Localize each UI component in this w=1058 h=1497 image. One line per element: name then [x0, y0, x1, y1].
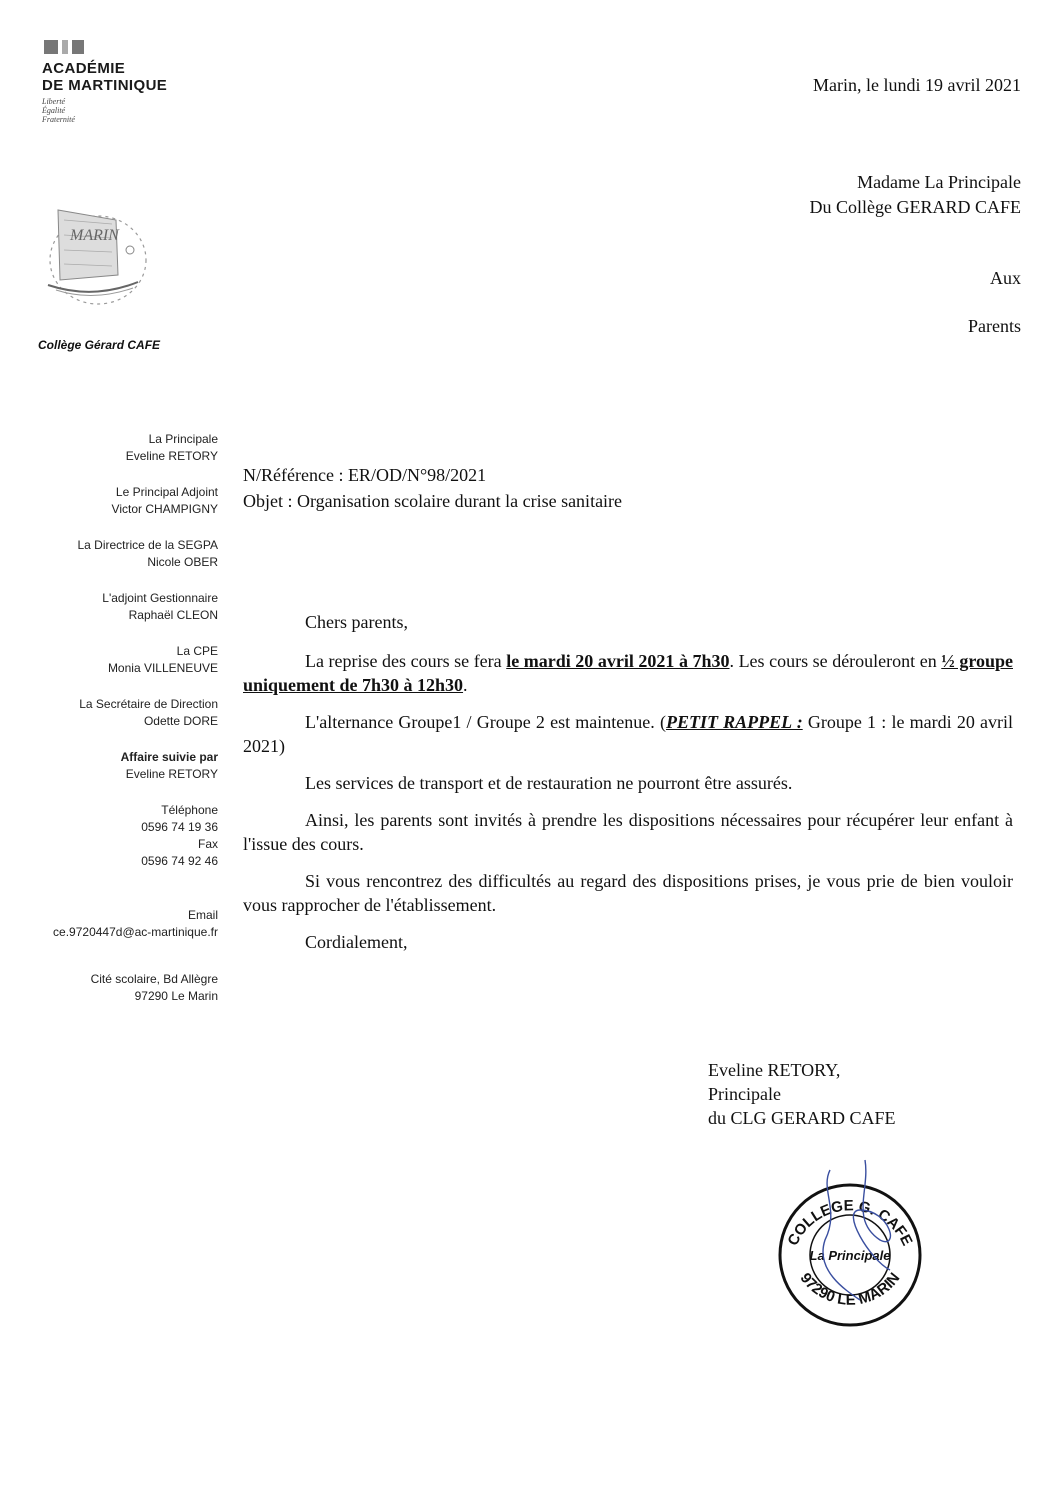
- email-address: ce.9720447d@ac-martinique.fr: [53, 925, 218, 939]
- phone-label: Téléphone: [161, 803, 218, 817]
- staff-principal-adjoint: [0, 484, 218, 518]
- academie-logo: [42, 40, 202, 124]
- affaire-name: Eveline RETORY: [125, 767, 218, 781]
- reference-block: [243, 462, 622, 514]
- contact-address: [0, 971, 218, 1005]
- contact-email: [0, 907, 218, 941]
- college-caption: Collège Gérard CAFE: [38, 338, 161, 352]
- affaire-suivie: [0, 749, 218, 783]
- motto-fraternite: Fraternité: [42, 115, 75, 124]
- stamp-bottom-text: 97290 LE MARIN: [796, 1269, 904, 1309]
- phone-number: 0596 74 19 36: [141, 820, 218, 834]
- letter-paragraph-4: Ainsi, les parents sont invités à prendre les dispositions nécessaires pour récupérer leur enfant à l'issue des cours.: [243, 810, 1013, 854]
- republic-motto: [42, 97, 202, 124]
- college-logo-icon: [38, 200, 153, 310]
- recipient-parents: Parents: [968, 316, 1021, 336]
- letter-paragraph-3: Les services de transport et de restauration ne pourront être assurés.: [305, 773, 793, 793]
- letter-paragraph-1: La reprise des cours se fera le mardi 20 avril 2021 à 7h30. Les cours se dérouleront en ½ groupe uniquement de 7h30 à 12h30.: [243, 651, 1013, 695]
- staff-title: La Directrice de la SEGPA: [77, 538, 218, 552]
- letter-body: [243, 610, 1013, 967]
- fax-label: Fax: [197, 837, 218, 851]
- staff-title: La CPE: [176, 644, 218, 658]
- recipient-aux: Aux: [990, 268, 1021, 288]
- academie-name-line1: ACADÉMIE: [42, 60, 126, 77]
- official-stamp: [770, 1150, 930, 1330]
- signature-block: [708, 1058, 896, 1130]
- address-line1: Cité scolaire, Bd Allègre: [90, 972, 218, 986]
- staff-principale: [0, 431, 218, 465]
- staff-name: Eveline RETORY: [125, 449, 218, 463]
- sender-block: [810, 170, 1022, 220]
- motto-egalite: Égalité: [42, 106, 66, 115]
- staff-segpa: [0, 537, 218, 571]
- fax-number: 0596 74 92 46: [141, 854, 218, 868]
- college-logo-text: MARIN: [70, 227, 119, 244]
- stamp-top-text: COLLEGE G. CAFE: [784, 1197, 916, 1249]
- signature-name: Eveline RETORY,: [708, 1060, 841, 1080]
- affaire-label: Affaire suivie par: [120, 750, 218, 764]
- stamp-center-text: La Principale: [809, 1248, 891, 1263]
- staff-name: Victor CHAMPIGNY: [111, 502, 218, 516]
- signature-role: Principale: [708, 1084, 781, 1104]
- staff-name: Raphaël CLEON: [128, 608, 218, 622]
- reference-objet: Objet : Organisation scolaire durant la crise sanitaire: [243, 491, 623, 511]
- groupe-horaire: ½ groupe uniquement de 7h30 à 12h30: [243, 651, 1013, 695]
- staff-title: L'adjoint Gestionnaire: [102, 591, 218, 605]
- sender-line1: Madame La Principale: [857, 172, 1021, 192]
- address-line2: 97290 Le Marin: [134, 989, 218, 1003]
- staff-title: Le Principal Adjoint: [115, 485, 218, 499]
- staff-title: La Secrétaire de Direction: [79, 697, 218, 711]
- marianne-icon: [44, 40, 202, 54]
- signature-org: du CLG GERARD CAFE: [708, 1108, 896, 1128]
- reprise-date: le mardi 20 avril 2021 à 7h30: [506, 651, 730, 671]
- staff-name: Monia VILLENEUVE: [107, 661, 218, 675]
- reference-number: N/Référence : ER/OD/N°98/2021: [243, 465, 487, 485]
- email-label: Email: [187, 908, 218, 922]
- academie-name-line2: DE MARTINIQUE: [42, 77, 168, 94]
- staff-gestionnaire: [0, 590, 218, 624]
- letter-paragraph-2: L'alternance Groupe1 / Groupe 2 est maintenue. (PETIT RAPPEL : Groupe 1 : le mardi 20 avril 2021): [243, 712, 1013, 756]
- svg-text:97290 LE MARIN: [797, 1270, 904, 1309]
- staff-name: Odette DORE: [143, 714, 218, 728]
- letter-closing: Cordialement,: [305, 932, 408, 952]
- staff-name: Nicole OBER: [147, 555, 218, 569]
- sender-line2: Du Collège GERARD CAFE: [809, 197, 1021, 217]
- contact-phone-fax: [0, 802, 218, 870]
- staff-cpe: [0, 643, 218, 677]
- motto-liberte: Liberté: [42, 97, 66, 106]
- letter-paragraph-5: Si vous rencontrez des difficultés au regard des dispositions prises, je vous prie de bien vouloir vous rapprocher de l'établissement.: [243, 871, 1013, 915]
- petit-rappel: PETIT RAPPEL :: [665, 712, 803, 732]
- staff-sidebar: [0, 431, 218, 1024]
- staff-secretaire: [0, 696, 218, 730]
- svg-text:COLLEGE G. CAFE: [784, 1197, 915, 1248]
- letter-date: Marin, le lundi 19 avril 2021: [813, 75, 1021, 95]
- letter-greeting: Chers parents,: [305, 612, 408, 632]
- staff-title: La Principale: [148, 432, 218, 446]
